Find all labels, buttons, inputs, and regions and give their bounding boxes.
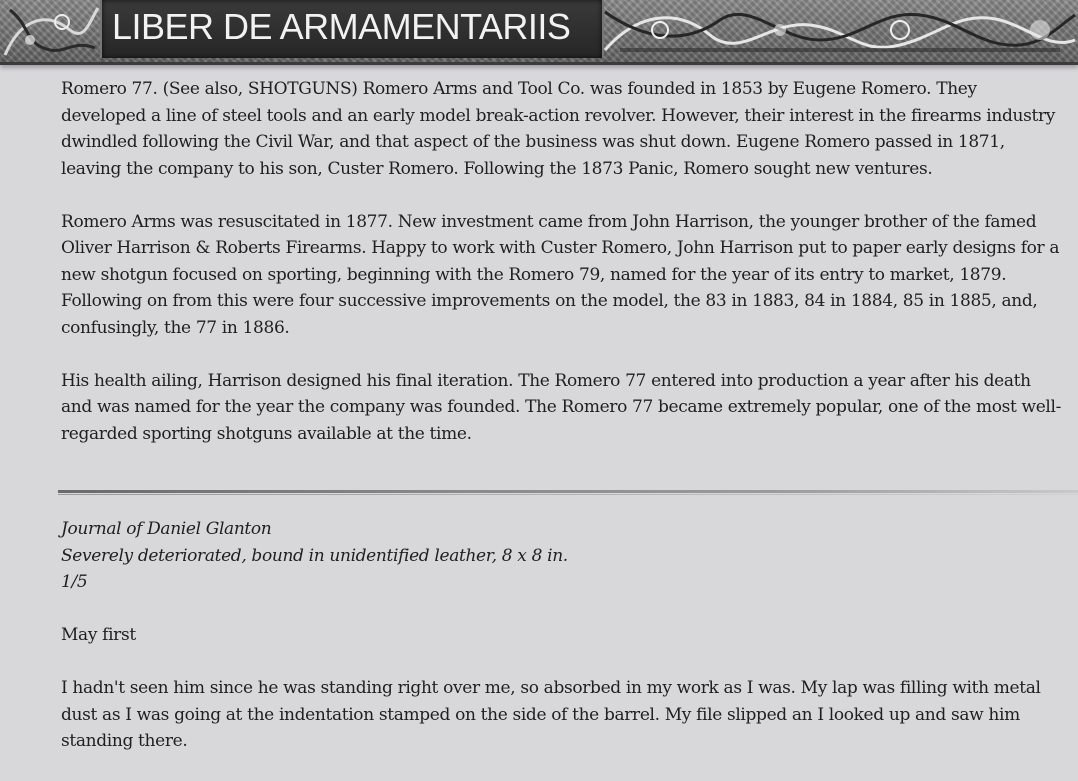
- entry-paragraph: His health ailing, Harrison designed his final iteration. The Romero 77 entered into production a year after his death and was named for the year the company was founded. The Romero 77 became extremely popular, one of the most well-regarded sporting shotguns available at the time.: [61, 370, 1061, 444]
- journal-description: Severely deteriorated, bound in unidentified leather, 8 x 8 in.: [61, 545, 568, 566]
- entry-paragraph: Romero 77. (See also, SHOTGUNS) Romero Arms and Tool Co. was founded in 1853 by Eugene Romero. They developed a line of steel tools and an early model break-action revolver. However, their interest in the firearms industry dwindled following the Civil War, and that aspect of the business was shut down. Eugene Romero passed in 1871, leaving the company to his son, Custer Romero. Following the 1873 Panic, Romero sought new ventures.: [61, 79, 1055, 179]
- journal-body: I hadn't seen him since he was standing right over me, so absorbed in my work as I was. My lap was filling with metal dust as I was going at the indentation stamped on the side of the barrel. My file slipped an I looked up and saw him standing there.: [61, 678, 1041, 751]
- header-banner: [0, 0, 1078, 65]
- section-divider: [58, 488, 1078, 496]
- journal-title: Journal of Daniel Glanton: [61, 519, 272, 539]
- title-plate: [100, 0, 604, 58]
- entry-paragraph: Romero Arms was resuscitated in 1877. New investment came from John Harrison, the younger brother of the famed Oliver Harrison & Roberts Firearms. Happy to work with Custer Romero, John Harrison put to paper early designs for a new shotgun focused on sporting, beginning with the Romero 79, named for the year of its entry to market, 1879. Following on from this were four successive improvements on the model, the 83 in 1883, 84 in 1884, 85 in 1885, and, confusingly, the 77 in 1886.: [61, 211, 1060, 338]
- journal-page: 1/5: [61, 572, 88, 592]
- page-title: LIBER DE ARMAMENTARIIS: [112, 6, 571, 47]
- journal-excerpt: [61, 516, 1061, 781]
- entry-text: [61, 76, 1061, 474]
- filigree-ornament-icon: [600, 0, 1078, 62]
- divider-line: [58, 494, 1078, 495]
- filigree-ornament-icon: [0, 0, 100, 62]
- journal-metadata: [61, 516, 1061, 596]
- journal-date: May first: [61, 625, 136, 645]
- divider-line: [58, 490, 1078, 493]
